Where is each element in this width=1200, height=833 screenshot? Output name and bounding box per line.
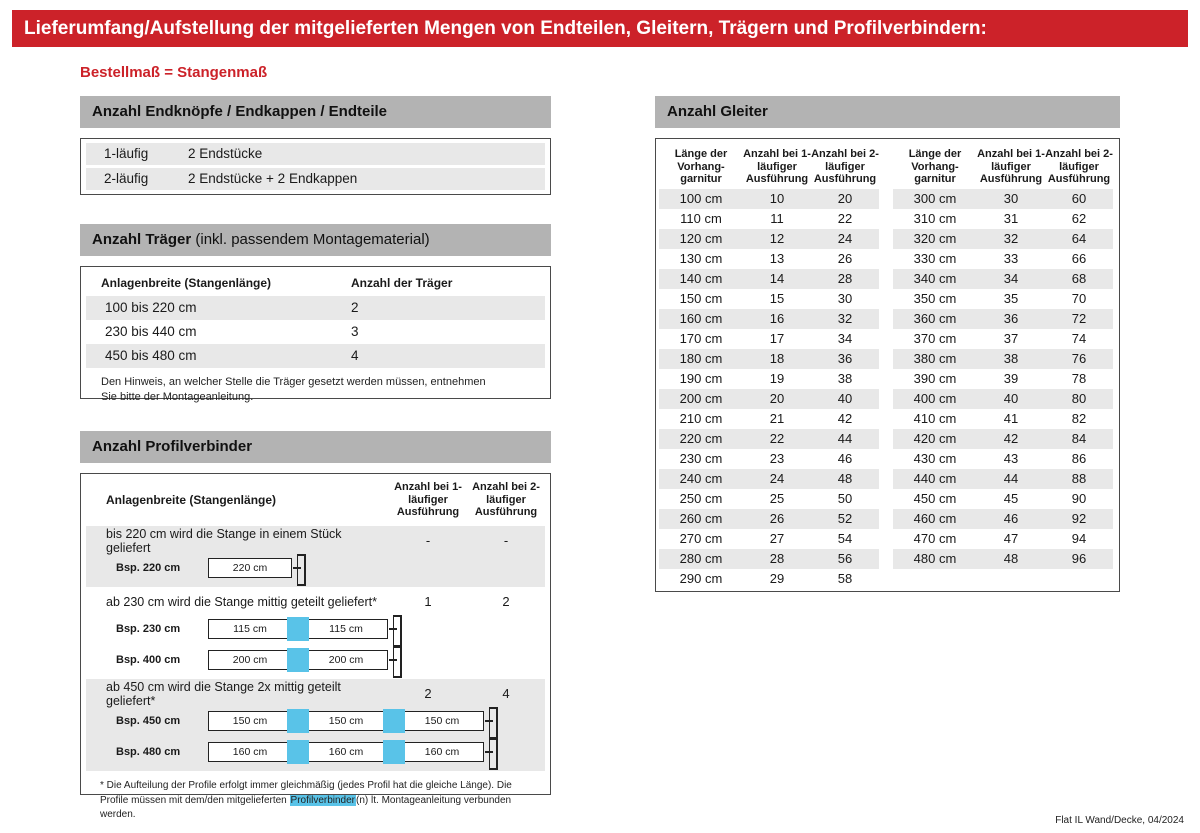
laenge-cell: 360 cm bbox=[913, 311, 957, 326]
rod-bars bbox=[208, 558, 292, 578]
laenge-cell: 230 cm bbox=[679, 451, 723, 466]
anzahl-1-cell: 22 bbox=[769, 431, 785, 446]
diagram-label: Bsp. 400 cm bbox=[116, 653, 181, 666]
rod-bar: 150 cm bbox=[208, 711, 292, 731]
col-2-laeufig: Anzahl bei 2-läufiger Ausführung bbox=[811, 147, 879, 186]
gleiter-table-row bbox=[659, 289, 879, 309]
rod-diagram-400 bbox=[86, 644, 545, 675]
col-anzahl-traeger: Anzahl der Träger bbox=[351, 276, 453, 290]
endteile-section-header: Anzahl Endknöpfe / Endkappen / Endteile bbox=[80, 96, 551, 128]
gleiter-table-row bbox=[893, 469, 1113, 489]
gleiter-table bbox=[655, 138, 1120, 592]
laenge-cell: 440 cm bbox=[913, 471, 957, 486]
laenge-cell: 320 cm bbox=[913, 231, 957, 246]
gleiter-table-row bbox=[893, 209, 1113, 229]
anzahl-2-cell: 30 bbox=[837, 291, 853, 306]
laenge-cell: 270 cm bbox=[679, 531, 723, 546]
gleiter-table-row bbox=[659, 429, 879, 449]
rod-segment bbox=[208, 742, 292, 762]
range-cell: 230 bis 440 cm bbox=[105, 324, 197, 339]
endteile-table-row bbox=[86, 143, 545, 165]
laenge-cell: 180 cm bbox=[679, 351, 723, 366]
anzahl-1-cell: 41 bbox=[1003, 411, 1019, 426]
gleiter-table-row bbox=[893, 529, 1113, 549]
laenge-cell: 310 cm bbox=[913, 211, 957, 226]
anzahl-2-cell: 66 bbox=[1071, 251, 1087, 266]
gleiter-table-row bbox=[659, 469, 879, 489]
traeger-table-row bbox=[86, 296, 545, 320]
anzahl-1-cell: 27 bbox=[769, 531, 785, 546]
gleiter-table-row bbox=[893, 369, 1113, 389]
anzahl-2-cell: 52 bbox=[837, 511, 853, 526]
traeger-section-header bbox=[80, 224, 551, 256]
anzahl-1-cell: 42 bbox=[1003, 431, 1019, 446]
rod-diagram-220 bbox=[86, 552, 545, 583]
gleiter-table-row bbox=[893, 489, 1113, 509]
anzahl-2-cell: 60 bbox=[1071, 191, 1087, 206]
rod-bar: 160 cm bbox=[400, 742, 484, 762]
anzahl-1-cell: 39 bbox=[1003, 371, 1019, 386]
anzahl-2-cell: 48 bbox=[837, 471, 853, 486]
gleiter-table-row bbox=[659, 369, 879, 389]
profile-connector-icon bbox=[287, 740, 309, 764]
laenge-cell: 260 cm bbox=[679, 511, 723, 526]
col-1-laeufig: Anzahl bei 1-läufiger Ausführung bbox=[743, 147, 811, 186]
anzahl-2-cell: 50 bbox=[837, 491, 853, 506]
anzahl-1-cell: 29 bbox=[769, 571, 785, 586]
laenge-cell: 150 cm bbox=[679, 291, 723, 306]
laenge-cell: 350 cm bbox=[913, 291, 957, 306]
col-1-laeufig: Anzahl bei 1-läufiger Ausführung bbox=[394, 480, 462, 519]
gleiter-table-row bbox=[893, 429, 1113, 449]
profile-connector-icon bbox=[383, 709, 405, 733]
gleiter-table-row bbox=[659, 549, 879, 569]
gleiter-table-row bbox=[659, 269, 879, 289]
gleiter-table-row bbox=[659, 329, 879, 349]
rod-segment bbox=[208, 558, 292, 578]
rod-segment bbox=[208, 650, 292, 670]
anzahl-1-cell: 10 bbox=[769, 191, 785, 206]
gleiter-table-row bbox=[893, 229, 1113, 249]
laenge-cell: 380 cm bbox=[913, 351, 957, 366]
rod-segment bbox=[388, 709, 484, 733]
anzahl-1-cell: 24 bbox=[769, 471, 785, 486]
rod-segment bbox=[292, 709, 388, 733]
rod-segment bbox=[208, 711, 292, 731]
rod-segment bbox=[292, 648, 388, 672]
laenge-cell: 370 cm bbox=[913, 331, 957, 346]
gleiter-table-row bbox=[893, 449, 1113, 469]
anzahl-1-cell: 13 bbox=[769, 251, 785, 266]
count-2-laeufig: - bbox=[503, 533, 509, 548]
gleiter-table-right bbox=[893, 143, 1113, 569]
gleiter-table-row bbox=[893, 249, 1113, 269]
rod-bar: 115 cm bbox=[208, 619, 292, 639]
anzahl-1-cell: 16 bbox=[769, 311, 785, 326]
gleiter-table-row bbox=[659, 249, 879, 269]
anzahl-2-cell: 54 bbox=[837, 531, 853, 546]
gleiter-table-row bbox=[659, 509, 879, 529]
traeger-rows bbox=[86, 296, 545, 368]
laenge-cell: 110 cm bbox=[680, 211, 722, 226]
laenge-cell: 340 cm bbox=[913, 271, 957, 286]
rod-bars bbox=[208, 709, 484, 733]
range-cell: 450 bis 480 cm bbox=[105, 348, 197, 363]
anzahl-2-cell: 72 bbox=[1071, 311, 1087, 326]
end-bracket-icon bbox=[389, 646, 402, 674]
laenge-cell: 390 cm bbox=[913, 371, 957, 386]
anzahl-1-cell: 32 bbox=[1003, 231, 1019, 246]
anzahl-2-cell: 88 bbox=[1071, 471, 1087, 486]
count-cell: 2 bbox=[351, 300, 359, 315]
gleiter-table-row bbox=[659, 309, 879, 329]
anzahl-1-cell: 18 bbox=[769, 351, 785, 366]
laenge-cell: 130 cm bbox=[679, 251, 723, 266]
laeufig-label: 2-läufig bbox=[104, 171, 149, 186]
count-cell: 4 bbox=[351, 348, 359, 363]
rod-bar: 220 cm bbox=[208, 558, 292, 578]
profilverbinder-table bbox=[80, 473, 551, 820]
gleiter-table-row bbox=[893, 329, 1113, 349]
laenge-cell: 480 cm bbox=[913, 551, 957, 566]
col-laenge: Länge der Vorhang-garnitur bbox=[674, 147, 728, 186]
anzahl-2-cell: 76 bbox=[1071, 351, 1087, 366]
anzahl-2-cell: 96 bbox=[1071, 551, 1087, 566]
traeger-header-bold: Anzahl Träger bbox=[92, 231, 192, 248]
gleiter-table-row bbox=[659, 389, 879, 409]
order-size-note: Bestellmaß = Stangenmaß bbox=[80, 64, 268, 81]
rod-bars bbox=[208, 617, 388, 641]
laeufig-label: 1-läufig bbox=[104, 146, 149, 161]
endstueck-value: 2 Endstücke + 2 Endkappen bbox=[188, 171, 358, 186]
anzahl-2-cell: 80 bbox=[1071, 391, 1087, 406]
anzahl-1-cell: 47 bbox=[1003, 531, 1019, 546]
col-anlagenbreite: Anlagenbreite (Stangenlänge) bbox=[106, 493, 277, 507]
anzahl-1-cell: 37 bbox=[1003, 331, 1019, 346]
gleiter-rows-left bbox=[659, 189, 879, 589]
diagram-label: Bsp. 450 cm bbox=[116, 714, 181, 727]
anzahl-2-cell: 64 bbox=[1071, 231, 1087, 246]
gleiter-table-row bbox=[659, 529, 879, 549]
anzahl-1-cell: 30 bbox=[1003, 191, 1019, 206]
anzahl-2-cell: 24 bbox=[837, 231, 853, 246]
anzahl-1-cell: 44 bbox=[1003, 471, 1019, 486]
profil-group-ab-450 bbox=[86, 679, 545, 771]
traeger-table-head bbox=[81, 267, 550, 296]
laenge-cell: 200 cm bbox=[679, 391, 723, 406]
footnote-text: * Die Aufteilung der Profile erfolgt immer gleichmäßig (jedes Profil hat die gleiche Länge). Die Profile müssen mit dem/den mitgelieferten bbox=[100, 780, 512, 806]
diagram-label: Bsp. 230 cm bbox=[116, 622, 181, 635]
profil-group-bis-220 bbox=[86, 526, 545, 587]
col-2-laeufig: Anzahl bei 2-läufiger Ausführung bbox=[1045, 147, 1113, 186]
anzahl-2-cell: 90 bbox=[1071, 491, 1087, 506]
profile-connector-icon bbox=[383, 740, 405, 764]
anzahl-2-cell: 84 bbox=[1071, 431, 1087, 446]
traeger-header-detail: (inkl. passendem Montagematerial) bbox=[195, 231, 430, 248]
profile-connector-icon bbox=[287, 617, 309, 641]
count-2-laeufig: 4 bbox=[502, 686, 510, 701]
anzahl-1-cell: 35 bbox=[1003, 291, 1019, 306]
laenge-cell: 190 cm bbox=[679, 371, 723, 386]
anzahl-2-cell: 44 bbox=[837, 431, 853, 446]
range-cell: 100 bis 220 cm bbox=[105, 300, 197, 315]
laenge-cell: 250 cm bbox=[679, 491, 723, 506]
gleiter-table-row bbox=[659, 489, 879, 509]
anzahl-2-cell: 40 bbox=[837, 391, 853, 406]
group-desc-row bbox=[86, 526, 545, 555]
gleiter-table-row bbox=[659, 209, 879, 229]
rod-bar: 200 cm bbox=[304, 650, 388, 670]
anzahl-1-cell: 40 bbox=[1003, 391, 1019, 406]
gleiter-table-row bbox=[893, 289, 1113, 309]
rod-segment bbox=[388, 740, 484, 764]
anzahl-2-cell: 92 bbox=[1071, 511, 1087, 526]
anzahl-1-cell: 11 bbox=[770, 211, 784, 226]
anzahl-1-cell: 31 bbox=[1003, 211, 1019, 226]
laenge-cell: 160 cm bbox=[679, 311, 723, 326]
anzahl-1-cell: 21 bbox=[769, 411, 785, 426]
profil-group-ab-230 bbox=[86, 587, 545, 679]
laenge-cell: 400 cm bbox=[913, 391, 957, 406]
rod-bar: 160 cm bbox=[208, 742, 292, 762]
anzahl-2-cell: 56 bbox=[837, 551, 853, 566]
gleiter-table-row bbox=[893, 349, 1113, 369]
anzahl-2-cell: 70 bbox=[1071, 291, 1087, 306]
rod-diagram-450 bbox=[86, 705, 545, 736]
anzahl-1-cell: 20 bbox=[769, 391, 785, 406]
laenge-cell: 420 cm bbox=[913, 431, 957, 446]
traeger-note: Den Hinweis, an welcher Stelle die Träger gesetzt werden müssen, entnehmen Sie bitte der Montageanleitung. bbox=[101, 376, 486, 403]
footnote-text: (n) lt. Montageanleitung verbunden werden. bbox=[100, 794, 512, 820]
anzahl-2-cell: 82 bbox=[1071, 411, 1087, 426]
group-desc: ab 450 cm wird die Stange 2x mittig geteilt geliefert* bbox=[106, 679, 341, 708]
gleiter-table-row bbox=[893, 189, 1113, 209]
anzahl-2-cell: 78 bbox=[1071, 371, 1087, 386]
anzahl-2-cell: 62 bbox=[1071, 211, 1087, 226]
anzahl-2-cell: 34 bbox=[837, 331, 853, 346]
col-laenge: Länge der Vorhang-garnitur bbox=[908, 147, 962, 186]
anzahl-1-cell: 26 bbox=[769, 511, 785, 526]
anzahl-1-cell: 38 bbox=[1003, 351, 1019, 366]
endstueck-value: 2 Endstücke bbox=[188, 146, 263, 161]
anzahl-2-cell: 32 bbox=[837, 311, 853, 326]
gleiter-table-left bbox=[659, 143, 879, 589]
rod-bars bbox=[208, 740, 484, 764]
rod-bar: 115 cm bbox=[304, 619, 388, 639]
anzahl-2-cell: 58 bbox=[837, 571, 853, 586]
laenge-cell: 330 cm bbox=[913, 251, 957, 266]
anzahl-1-cell: 48 bbox=[1003, 551, 1019, 566]
anzahl-1-cell: 28 bbox=[769, 551, 785, 566]
end-bracket-icon bbox=[293, 554, 306, 582]
count-1-laeufig: 1 bbox=[424, 594, 432, 609]
anzahl-1-cell: 33 bbox=[1003, 251, 1019, 266]
anzahl-2-cell: 94 bbox=[1071, 531, 1087, 546]
anzahl-2-cell: 86 bbox=[1071, 451, 1087, 466]
rod-segment bbox=[292, 617, 388, 641]
end-bracket-icon bbox=[485, 738, 498, 766]
page-title: Lieferumfang/Aufstellung der mitgelieferten Mengen von Endteilen, Gleitern, Trägern und Profilverbindern: bbox=[12, 10, 1188, 47]
profilverbinder-section-header: Anzahl Profilverbinder bbox=[80, 431, 551, 463]
group-desc: ab 230 cm wird die Stange mittig geteilt geliefert* bbox=[106, 594, 377, 609]
gleiter-table-row bbox=[659, 449, 879, 469]
gleiter-table-row bbox=[659, 409, 879, 429]
laenge-cell: 120 cm bbox=[679, 231, 723, 246]
rod-bar: 150 cm bbox=[400, 711, 484, 731]
laenge-cell: 450 cm bbox=[913, 491, 957, 506]
gleiter-table-row bbox=[893, 309, 1113, 329]
rod-bars bbox=[208, 648, 388, 672]
group-desc: bis 220 cm wird die Stange in einem Stück geliefert bbox=[106, 526, 342, 555]
gleiter-table-row bbox=[893, 509, 1113, 529]
anzahl-1-cell: 25 bbox=[769, 491, 785, 506]
gleiter-table-head bbox=[659, 143, 879, 189]
laenge-cell: 220 cm bbox=[679, 431, 723, 446]
count-cell: 3 bbox=[351, 324, 359, 339]
diagram-label: Bsp. 220 cm bbox=[116, 561, 181, 574]
laenge-cell: 430 cm bbox=[913, 451, 957, 466]
group-desc-row bbox=[86, 590, 545, 613]
gleiter-table-head bbox=[893, 143, 1113, 189]
gleiter-table-row bbox=[659, 349, 879, 369]
rod-diagram-480 bbox=[86, 736, 545, 767]
end-bracket-icon bbox=[485, 707, 498, 735]
rod-bar: 150 cm bbox=[304, 711, 388, 731]
traeger-table bbox=[80, 266, 551, 403]
gleiter-table-row bbox=[659, 189, 879, 209]
anzahl-2-cell: 74 bbox=[1071, 331, 1087, 346]
diagram-label: Bsp. 480 cm bbox=[116, 745, 181, 758]
anzahl-1-cell: 17 bbox=[769, 331, 785, 346]
profil-table-head bbox=[81, 474, 550, 526]
end-bracket-icon bbox=[389, 615, 402, 643]
laenge-cell: 300 cm bbox=[913, 191, 957, 206]
anzahl-2-cell: 38 bbox=[837, 371, 853, 386]
profil-footnote bbox=[86, 777, 545, 823]
gleiter-section-header: Anzahl Gleiter bbox=[655, 96, 1120, 128]
anzahl-2-cell: 20 bbox=[837, 191, 853, 206]
anzahl-1-cell: 43 bbox=[1003, 451, 1019, 466]
anzahl-2-cell: 26 bbox=[837, 251, 853, 266]
anzahl-1-cell: 34 bbox=[1003, 271, 1019, 286]
anzahl-2-cell: 36 bbox=[837, 351, 853, 366]
anzahl-1-cell: 45 bbox=[1003, 491, 1019, 506]
anzahl-1-cell: 12 bbox=[769, 231, 785, 246]
footnote-highlight: Profilverbinder bbox=[290, 794, 356, 806]
gleiter-table-row bbox=[659, 229, 879, 249]
anzahl-1-cell: 46 bbox=[1003, 511, 1019, 526]
anzahl-1-cell: 23 bbox=[769, 451, 785, 466]
anzahl-2-cell: 28 bbox=[837, 271, 853, 286]
anzahl-2-cell: 22 bbox=[837, 211, 853, 226]
laenge-cell: 100 cm bbox=[679, 191, 723, 206]
col-anlagenbreite: Anlagenbreite (Stangenlänge) bbox=[101, 276, 272, 290]
rod-segment bbox=[208, 619, 292, 639]
document-version: Flat IL Wand/Decke, 04/2024 bbox=[1055, 815, 1184, 826]
col-1-laeufig: Anzahl bei 1-läufiger Ausführung bbox=[977, 147, 1045, 186]
anzahl-2-cell: 68 bbox=[1071, 271, 1087, 286]
endteile-table bbox=[80, 138, 551, 195]
profile-connector-icon bbox=[287, 709, 309, 733]
laenge-cell: 290 cm bbox=[679, 571, 723, 586]
laenge-cell: 470 cm bbox=[913, 531, 957, 546]
rod-bar: 160 cm bbox=[304, 742, 388, 762]
anzahl-1-cell: 15 bbox=[769, 291, 785, 306]
laenge-cell: 210 cm bbox=[679, 411, 723, 426]
rod-diagram-230 bbox=[86, 613, 545, 644]
col-2-laeufig: Anzahl bei 2-läufiger Ausführung bbox=[472, 480, 540, 519]
gleiter-table-row bbox=[893, 269, 1113, 289]
profile-connector-icon bbox=[287, 648, 309, 672]
traeger-table-row bbox=[86, 320, 545, 344]
laenge-cell: 280 cm bbox=[679, 551, 723, 566]
gleiter-table-row bbox=[893, 409, 1113, 429]
laenge-cell: 460 cm bbox=[913, 511, 957, 526]
count-1-laeufig: - bbox=[425, 533, 431, 548]
anzahl-1-cell: 14 bbox=[769, 271, 785, 286]
endteile-table-row bbox=[86, 168, 545, 190]
laenge-cell: 140 cm bbox=[679, 271, 723, 286]
group-desc-row bbox=[86, 679, 545, 708]
anzahl-2-cell: 42 bbox=[837, 411, 853, 426]
count-2-laeufig: 2 bbox=[502, 594, 510, 609]
anzahl-2-cell: 46 bbox=[837, 451, 853, 466]
traeger-table-row bbox=[86, 344, 545, 368]
laenge-cell: 240 cm bbox=[679, 471, 723, 486]
laenge-cell: 410 cm bbox=[913, 411, 957, 426]
count-1-laeufig: 2 bbox=[424, 686, 432, 701]
laenge-cell: 170 cm bbox=[679, 331, 723, 346]
gleiter-table-row bbox=[893, 549, 1113, 569]
anzahl-1-cell: 36 bbox=[1003, 311, 1019, 326]
rod-bar: 200 cm bbox=[208, 650, 292, 670]
gleiter-table-row bbox=[893, 389, 1113, 409]
gleiter-rows-right bbox=[893, 189, 1113, 569]
rod-segment bbox=[292, 740, 388, 764]
anzahl-1-cell: 19 bbox=[769, 371, 785, 386]
gleiter-table-row bbox=[659, 569, 879, 589]
